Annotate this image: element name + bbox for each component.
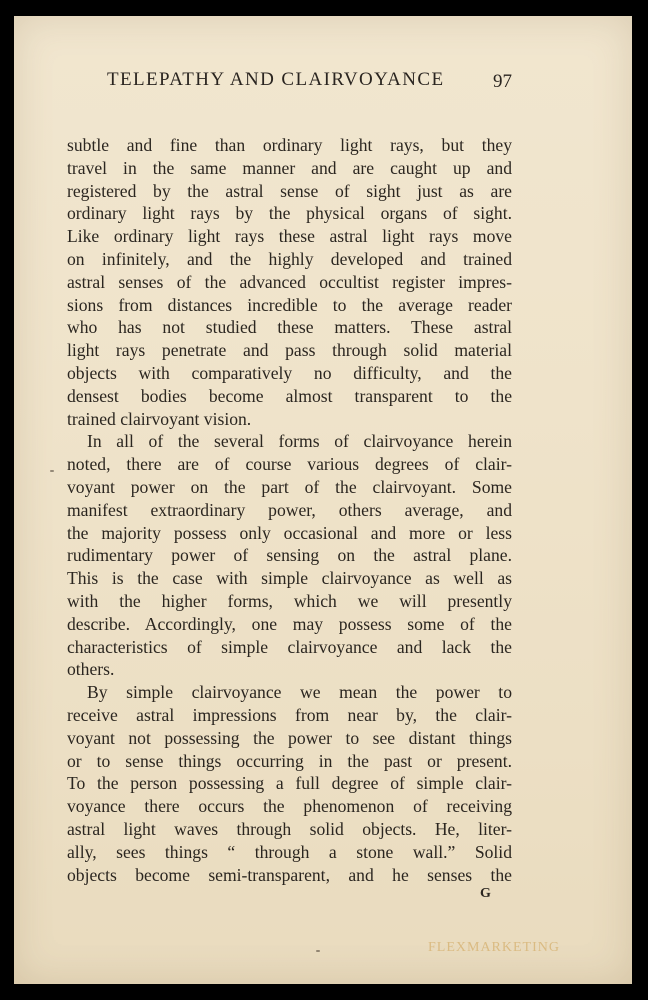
text-line: noted, there are of course various degrees of clair- bbox=[67, 454, 512, 475]
paragraph-start-line: By simple clairvoyance we mean the power to bbox=[87, 682, 512, 703]
page-body bbox=[67, 134, 512, 886]
page-header bbox=[95, 69, 525, 97]
text-line: voyance there occurs the phenomenon of receiving bbox=[67, 796, 512, 817]
text-line: receive astral impressions from near by, the clair- bbox=[67, 704, 512, 725]
text-line: sions from distances incredible to the average reader bbox=[67, 294, 512, 315]
paragraph-start-line: In all of the several forms of clairvoyance herein bbox=[87, 431, 512, 452]
text-line: objects with comparatively no difficulty, and the bbox=[67, 362, 512, 383]
text-line: objects become semi-transparent, and he senses the bbox=[67, 864, 512, 885]
watermark-text: FLEXMARKETING bbox=[428, 940, 560, 955]
text-line: on infinitely, and the highly developed and trained bbox=[67, 248, 512, 269]
paper-speck bbox=[50, 470, 54, 472]
text-line: who has not studied these matters. These astral bbox=[67, 317, 512, 338]
text-line: This is the case with simple clairvoyance as well as bbox=[67, 568, 512, 589]
text-line: registered by the astral sense of sight just as are bbox=[67, 180, 512, 201]
text-line: densest bodies become almost transparent to the bbox=[67, 385, 512, 406]
text-line: Like ordinary light rays these astral light rays move bbox=[67, 226, 512, 247]
page-number: 97 bbox=[493, 71, 512, 92]
text-line: or to sense things occurring in the past or present. bbox=[67, 750, 512, 771]
text-line: ally, sees things “ through a stone wall.” Solid bbox=[67, 841, 512, 862]
text-line: with the higher forms, which we will presently bbox=[67, 590, 512, 611]
text-line: the majority possess only occasional and more or less bbox=[67, 522, 512, 543]
paragraph-end-line: trained clairvoyant vision. bbox=[67, 408, 252, 429]
text-line: characteristics of simple clairvoyance and lack the bbox=[67, 636, 512, 657]
text-line: light rays penetrate and pass through solid material bbox=[67, 340, 512, 361]
running-head: TELEPATHY AND CLAIRVOYANCE bbox=[107, 69, 445, 90]
text-line: rudimentary power of sensing on the astral plane. bbox=[67, 545, 512, 566]
text-line: manifest extraordinary power, others average, and bbox=[67, 499, 512, 520]
text-line: astral light waves through solid objects. He, liter- bbox=[67, 818, 512, 839]
text-line: voyant not possessing the power to see distant things bbox=[67, 727, 512, 748]
text-line: To the person possessing a full degree of simple clair- bbox=[67, 773, 512, 794]
text-line: subtle and fine than ordinary light rays, but they bbox=[67, 135, 512, 155]
paper-speck bbox=[316, 950, 320, 952]
text-line: astral senses of the advanced occultist register impres- bbox=[67, 271, 512, 292]
text-line: voyant power on the part of the clairvoyant. Some bbox=[67, 476, 512, 497]
paragraph-end-line: others. bbox=[67, 659, 115, 680]
text-line: travel in the same manner and are caught up and bbox=[67, 157, 512, 178]
text-line: ordinary light rays by the physical organs of sight. bbox=[67, 203, 512, 224]
signature-mark: G bbox=[480, 886, 491, 901]
text-line: describe. Accordingly, one may possess some of the bbox=[67, 613, 512, 634]
